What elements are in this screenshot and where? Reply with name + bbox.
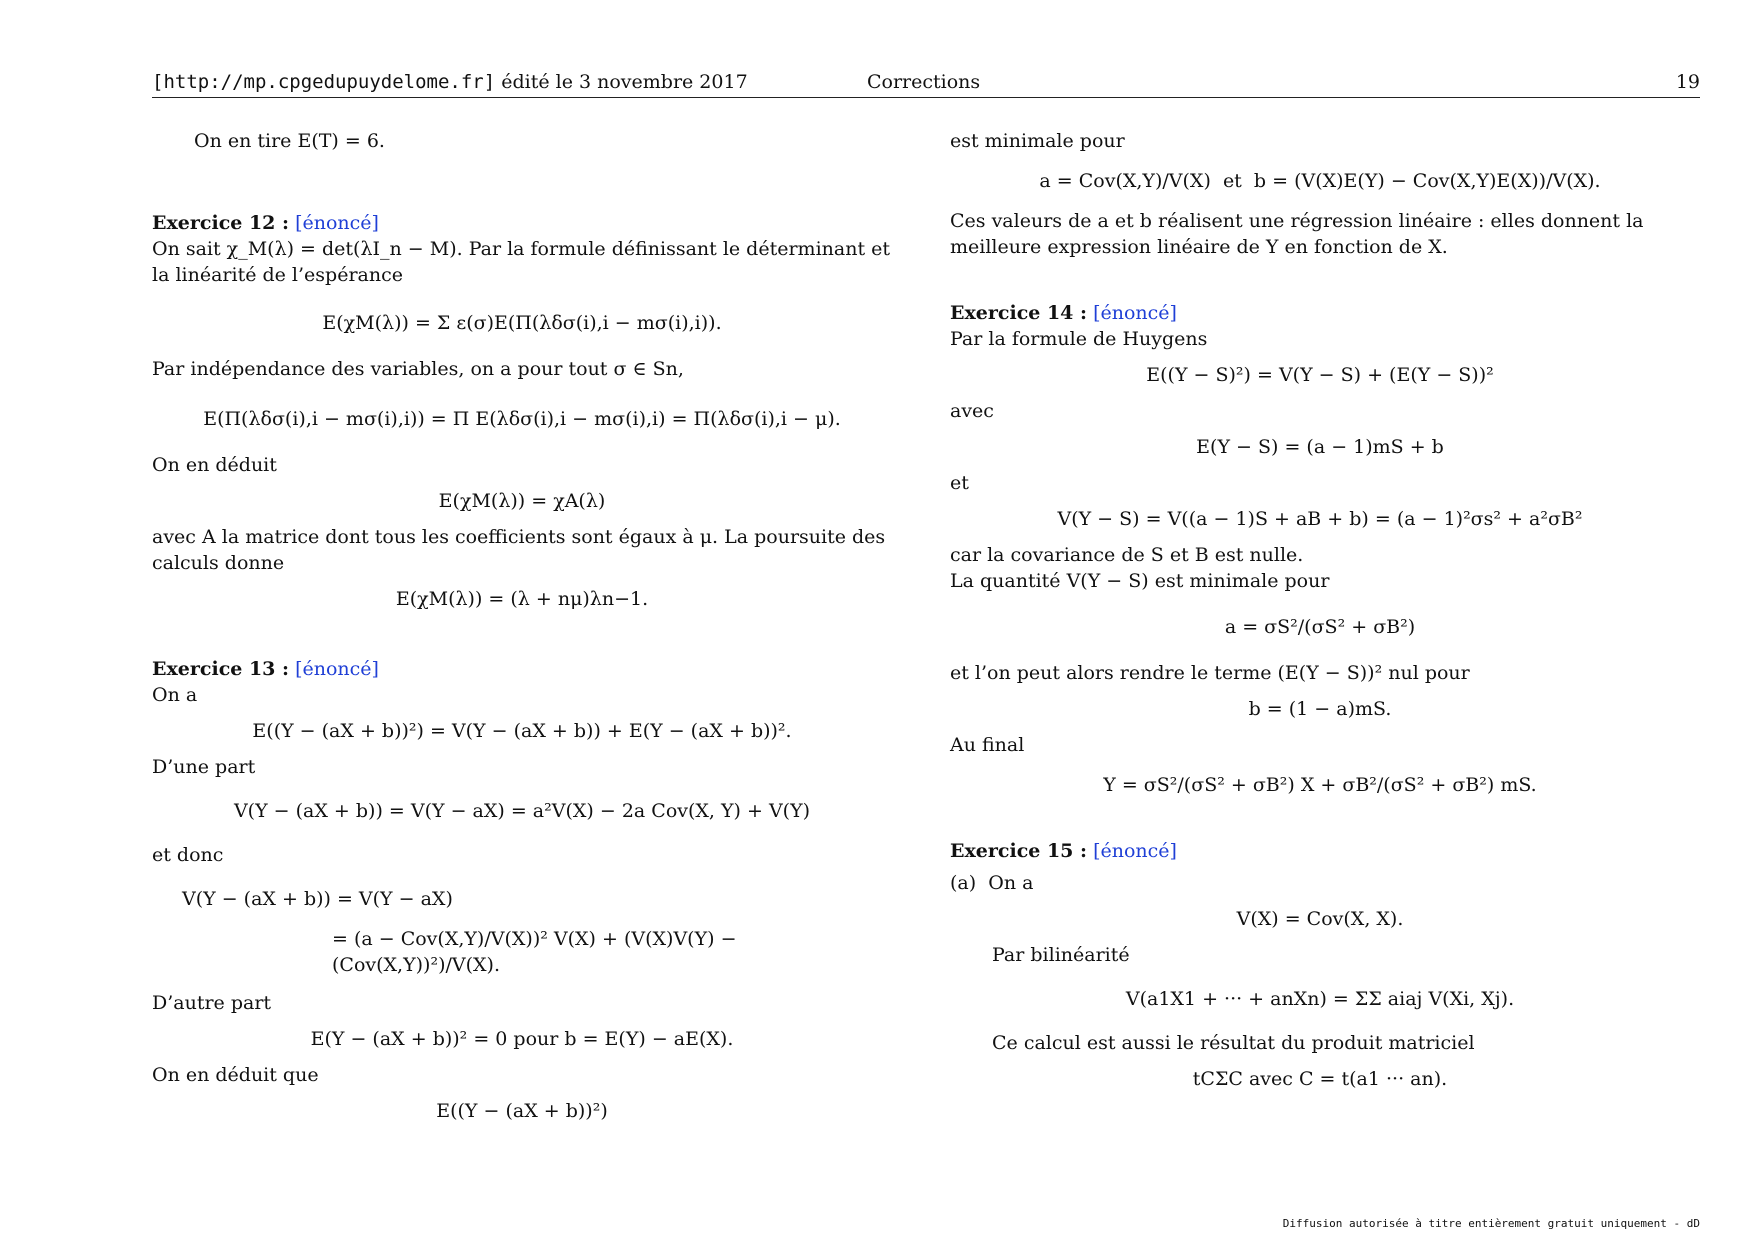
ex13-equation-2: V(Y − (aX + b)) = V(Y − aX) = a²V(X) − 2a Cov(X, Y) + V(Y)	[233, 800, 811, 822]
ex13-cont-paragraph-2: Ces valeurs de a et b réalisent une régression linéaire : elles donnent la meilleure expression linéaire de Y en fonction de X.	[950, 210, 1644, 258]
ex15-equation-2: V(a1X1 + ··· + anXn) = ΣΣ aiaj V(Xi, Xj).	[1125, 988, 1515, 1010]
ex14-equation-1: E((Y − S)²) = V(Y − S) + (E(Y − S))²	[1146, 364, 1494, 386]
exercise-14-link[interactable]: [énoncé]	[1093, 302, 1177, 324]
ex13-paragraph-4: D’autre part	[152, 992, 272, 1014]
exercise-13-link[interactable]: [énoncé]	[295, 658, 379, 680]
ex13-cont-paragraph-1: est minimale pour	[950, 130, 1125, 152]
exercise-15-title: Exercice 15 :	[950, 840, 1088, 862]
ex13-equation-3-line-1: V(Y − (aX + b)) = V(Y − aX)	[182, 888, 453, 910]
header-edit-date: édité le 3 novembre 2017	[501, 71, 748, 93]
exercise-13-title: Exercice 13 :	[152, 658, 290, 680]
ex15-item-label-a: (a)	[950, 872, 977, 894]
ex14-equation-2: E(Y − S) = (a − 1)mS + b	[1196, 436, 1444, 458]
ex13-cont-equation-1: a = Cov(X,Y)/V(X) et b = (V(X)E(Y) − Cov(X,Y)E(X))/V(X).	[1039, 170, 1601, 192]
ex14-paragraph-1: Par la formule de Huygens	[950, 328, 1208, 350]
ex12-paragraph-2: Par indépendance des variables, on a pour tout σ ∈ Sn,	[152, 358, 684, 380]
exercise-14-title: Exercice 14 :	[950, 302, 1088, 324]
exercise-15	[950, 838, 1690, 1092]
ex13-equation-3	[182, 886, 892, 978]
ex13-equation-3-line-2: = (a − Cov(X,Y)/V(X))² V(X) + (V(X)V(Y) − (Cov(X,Y))²)/V(X).	[332, 928, 737, 976]
ex13-cont-equation-b: b = (V(X)E(Y) − Cov(X,Y)E(X))/V(X).	[1253, 170, 1601, 192]
ex15-paragraph-1: On a	[988, 872, 1034, 894]
ex13-equation-1: E((Y − (aX + b))²) = V(Y − (aX + b)) + E(Y − (aX + b))².	[252, 720, 792, 742]
header-url[interactable]: [http://mp.cpgedupuydelome.fr]	[152, 71, 496, 93]
ex14-paragraph-5: La quantité V(Y − S) est minimale pour	[950, 570, 1330, 592]
ex14-equation-5: b = (1 − a)mS.	[1248, 698, 1392, 720]
ex12-paragraph-4: avec A la matrice dont tous les coefficients sont égaux à μ. La poursuite des calculs donne	[152, 526, 886, 574]
ex14-paragraph-3: et	[950, 472, 969, 494]
ex14-paragraph-7: Au final	[950, 734, 1025, 756]
ex14-equation-3: V(Y − S) = V((a − 1)S + aB + b) = (a − 1)²σs² + a²σB²	[1057, 508, 1583, 530]
ex13-paragraph-1: On a	[152, 684, 198, 706]
ex15-paragraph-2: Par bilinéarité	[992, 944, 1130, 966]
ex12-equation-2: E(Π(λδσ(i),i − mσ(i),i)) = Π E(λδσ(i),i − mσ(i),i) = Π(λδσ(i),i − μ).	[203, 408, 841, 430]
ex13-paragraph-2: D’une part	[152, 756, 256, 778]
ex15-equation-1: V(X) = Cov(X, X).	[1236, 908, 1404, 930]
header-section: Corrections	[867, 71, 981, 93]
ex13-paragraph-5: On en déduit que	[152, 1064, 319, 1086]
exercise-12-title: Exercice 12 :	[152, 212, 290, 234]
page-footer: Diffusion autorisée à titre entièrement gratuit uniquement - dD	[1282, 1217, 1700, 1230]
intro-text: On en tire E(T) = 6.	[194, 130, 385, 152]
ex14-equation-4: a = σS²/(σS² + σB²)	[1224, 616, 1416, 638]
ex14-paragraph-2: avec	[950, 400, 994, 422]
ex13-equation-5: E((Y − (aX + b))²)	[436, 1100, 608, 1122]
exercise-15-link[interactable]: [énoncé]	[1093, 840, 1177, 862]
ex13-paragraph-3: et donc	[152, 844, 224, 866]
ex13-equation-4: E(Y − (aX + b))² = 0 pour b = E(Y) − aE(X).	[310, 1028, 734, 1050]
ex12-paragraph-3: On en déduit	[152, 454, 277, 476]
left-column	[152, 128, 892, 1134]
header-source	[152, 71, 748, 93]
exercise-12-link[interactable]: [énoncé]	[295, 212, 379, 234]
exercise-12	[152, 210, 892, 612]
right-column	[950, 128, 1690, 1102]
ex12-equation-3: E(χM(λ)) = χA(λ)	[438, 490, 606, 512]
page-header	[152, 70, 1700, 98]
ex14-paragraph-6: et l’on peut alors rendre le terme (E(Y − S))² nul pour	[950, 662, 1470, 684]
exercise-13-continued	[950, 128, 1690, 260]
ex15-equation-3: tCΣC avec C = t(a1 ··· an).	[1192, 1068, 1448, 1090]
ex15-paragraph-3: Ce calcul est aussi le résultat du produit matriciel	[992, 1032, 1475, 1054]
ex14-paragraph-4: car la covariance de S et B est nulle.	[950, 544, 1304, 566]
ex13-cont-equation-a: a = Cov(X,Y)/V(X)	[1039, 170, 1211, 192]
ex12-equation-4: E(χM(λ)) = (λ + nμ)λn−1.	[395, 588, 649, 610]
ex12-paragraph-1: On sait χ_M(λ) = det(λI_n − M). Par la formule définissant le déterminant et la linéarité de l’espérance	[152, 238, 891, 286]
page-number: 19	[1675, 71, 1700, 93]
exercise-14	[950, 300, 1690, 798]
exercise-13	[152, 656, 892, 1124]
ex12-equation-1: E(χM(λ)) = Σ ε(σ)E(Π(λδσ(i),i − mσ(i),i)).	[322, 312, 722, 334]
ex14-equation-6: Y = σS²/(σS² + σB²) X + σB²/(σS² + σB²) mS.	[1103, 774, 1537, 796]
